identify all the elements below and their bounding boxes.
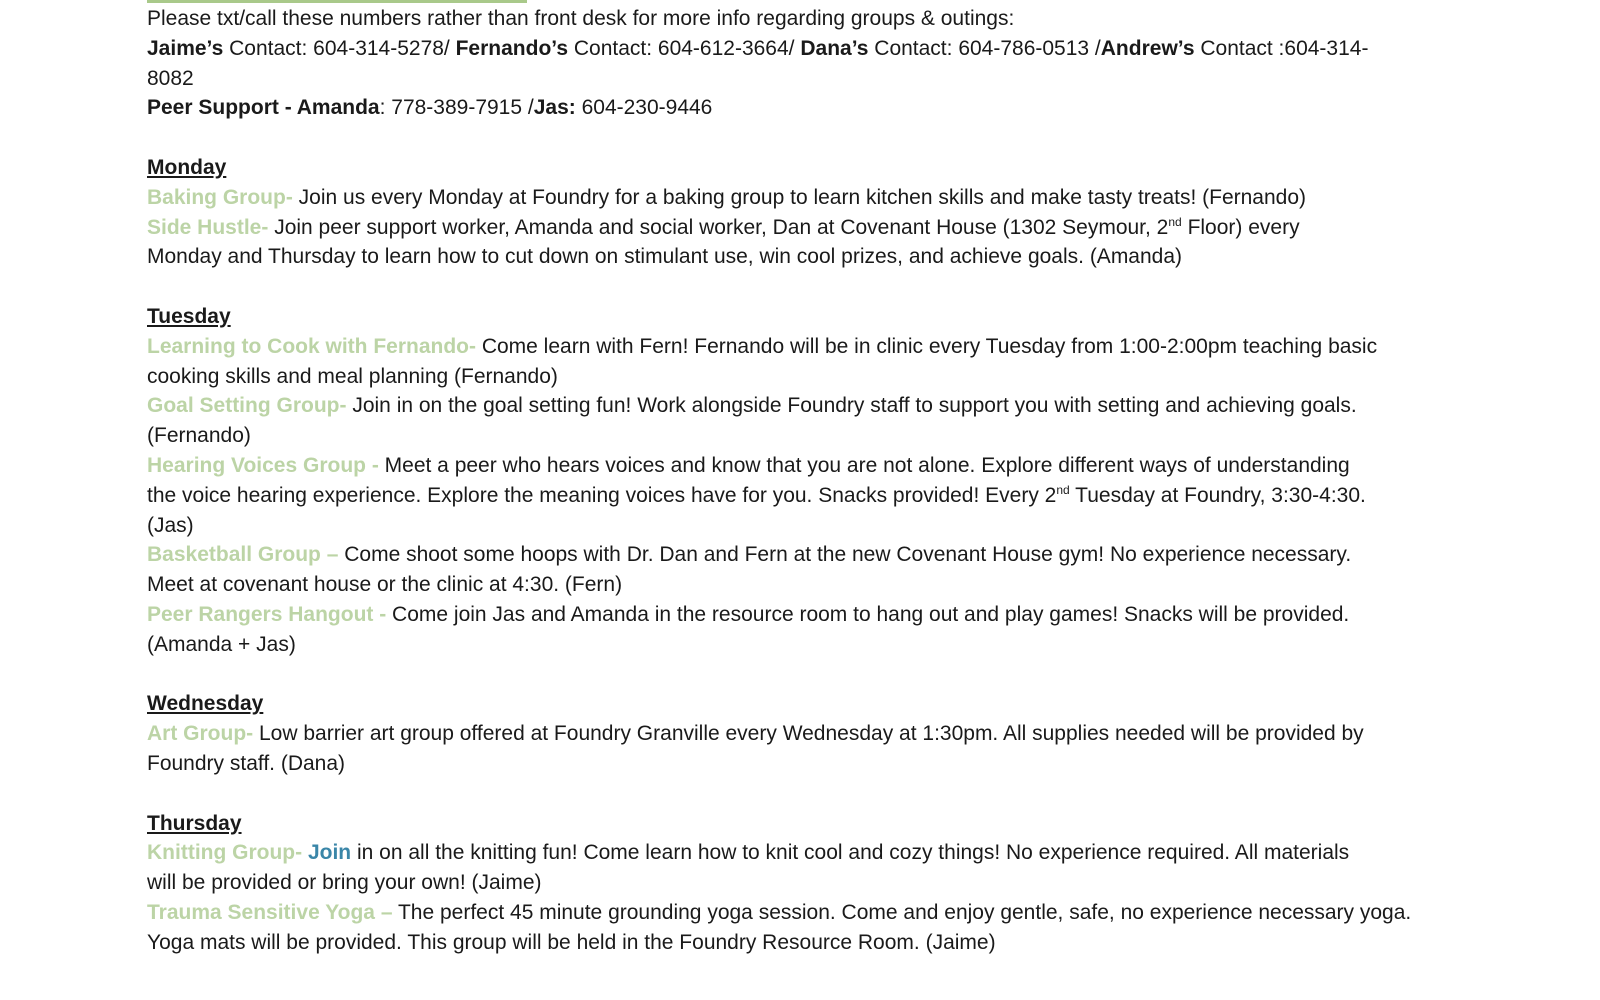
knitting-group-description: in on all the knitting fun! Come learn how to knit cool and cozy things! No experience required. All materials bbox=[351, 841, 1350, 865]
cooking-group-description-line2: cooking skills and meal planning (Fernando) bbox=[147, 364, 558, 388]
peer-support-number: : 778-389-7915 / bbox=[379, 96, 534, 120]
intro-text: Please txt/call these numbers rather than front desk for more info regarding groups & outings: bbox=[147, 7, 1015, 30]
hearing-voices-description-line2 bbox=[147, 481, 1487, 511]
art-group-description: Low barrier art group offered at Foundry Granville every Wednesday at 1:30pm. All supplies needed will be provided by bbox=[253, 722, 1364, 746]
goal-setting-title: Goal Setting Group- bbox=[147, 394, 347, 418]
yoga-item bbox=[147, 898, 1487, 928]
hearing-voices-title: Hearing Voices Group - bbox=[147, 453, 379, 477]
art-group-title: Art Group- bbox=[147, 722, 254, 746]
fernando-contact-name: Fernando’s bbox=[455, 36, 569, 60]
document-body bbox=[147, 4, 1487, 958]
peer-rangers-item bbox=[147, 600, 1487, 630]
side-hustle-ordinal: nd bbox=[1168, 214, 1182, 229]
knitting-group-title: Knitting Group- bbox=[147, 841, 303, 865]
basketball-group-description: Come shoot some hoops with Dr. Dan and Fern at the new Covenant House gym! No experience necessary. bbox=[338, 543, 1352, 567]
baking-group-item bbox=[147, 183, 1487, 213]
hearing-voices-text-c: Tuesday at Foundry, 3:30-4:30. bbox=[1069, 483, 1366, 507]
hearing-voices-description-line3: (Jas) bbox=[147, 513, 194, 537]
jaime-contact-number: Contact: 604-314-5278/ bbox=[223, 36, 456, 60]
cooking-group-title: Learning to Cook with Fernando- bbox=[147, 334, 476, 358]
yoga-description: The perfect 45 minute grounding yoga session. Come and enjoy gentle, safe, no experience necessary yoga. bbox=[392, 900, 1412, 924]
hearing-voices-text-b: the voice hearing experience. Explore the meaning voices have for you. Snacks provided! Every 2 bbox=[147, 483, 1057, 507]
fernando-contact-number: Contact: 604-612-3664/ bbox=[568, 36, 801, 60]
basketball-group-item bbox=[147, 540, 1487, 570]
header-divider bbox=[147, 0, 527, 3]
peer-rangers-title: Peer Rangers Hangout - bbox=[147, 602, 387, 626]
andrew-contact-name: Andrew’s bbox=[1100, 36, 1195, 60]
baking-group-title: Baking Group- bbox=[147, 185, 293, 209]
peer-support-line bbox=[147, 93, 1487, 123]
cooking-group-description: Come learn with Fern! Fernando will be in clinic every Tuesday from 1:00-2:00pm teaching basic bbox=[476, 334, 1378, 358]
peer-support-label: Peer Support - Amanda bbox=[147, 96, 380, 120]
yoga-title: Trauma Sensitive Yoga – bbox=[147, 900, 393, 924]
staff-contacts-line bbox=[147, 34, 1487, 64]
basketball-group-description-line2: Meet at covenant house or the clinic at 4:30. (Fern) bbox=[147, 573, 623, 597]
side-hustle-description-line2: Monday and Thursday to learn how to cut down on stimulant use, win cool prizes, and achieve goals. (Amanda) bbox=[147, 245, 1183, 269]
side-hustle-title: Side Hustle- bbox=[147, 215, 269, 239]
hearing-voices-description: Meet a peer who hears voices and know that you are not alone. Explore different ways of understanding bbox=[378, 453, 1350, 477]
peer-rangers-description-line2: (Amanda + Jas) bbox=[147, 632, 296, 656]
side-hustle-item bbox=[147, 213, 1487, 243]
side-hustle-description-cont: Floor) every bbox=[1181, 215, 1300, 239]
cooking-group-item bbox=[147, 332, 1487, 362]
knitting-group-description-line2: will be provided or bring your own! (Jaime) bbox=[147, 871, 542, 895]
dana-contact-number: Contact: 604-786-0513 / bbox=[868, 36, 1101, 60]
baking-group-description: Join us every Monday at Foundry for a baking group to learn kitchen skills and make tasty treats! (Fernando) bbox=[292, 185, 1307, 209]
knitting-group-item bbox=[147, 838, 1487, 868]
yoga-description-line2: Yoga mats will be provided. This group will be held in the Foundry Resource Room. (Jaime) bbox=[147, 930, 996, 954]
peer-rangers-description: Come join Jas and Amanda in the resource room to hang out and play games! Snacks will be provided. bbox=[386, 602, 1350, 626]
thursday-heading: Thursday bbox=[147, 811, 242, 835]
jas-contact-number: 604-230-9446 bbox=[575, 96, 713, 120]
goal-setting-item bbox=[147, 391, 1487, 421]
hearing-voices-ordinal: nd bbox=[1056, 482, 1070, 497]
tuesday-heading: Tuesday bbox=[147, 304, 231, 328]
jas-contact-name: Jas: bbox=[533, 96, 576, 120]
side-hustle-description: Join peer support worker, Amanda and social worker, Dan at Covenant House (1302 Seymour, 2 bbox=[268, 215, 1169, 239]
jaime-contact-name: Jaime’s bbox=[147, 36, 224, 60]
art-group-item bbox=[147, 719, 1487, 749]
andrew-contact-number: Contact :604-314- bbox=[1194, 36, 1369, 60]
goal-setting-description: Join in on the goal setting fun! Work alongside Foundry staff to support you with setting and achieving goals. bbox=[346, 394, 1357, 418]
andrew-contact-continued: 8082 bbox=[147, 66, 194, 90]
basketball-group-title: Basketball Group – bbox=[147, 543, 339, 567]
monday-heading: Monday bbox=[147, 155, 227, 179]
art-group-description-line2: Foundry staff. (Dana) bbox=[147, 751, 346, 775]
dana-contact-name: Dana’s bbox=[800, 36, 869, 60]
knitting-join-link[interactable]: Join bbox=[307, 841, 352, 865]
wednesday-heading: Wednesday bbox=[147, 692, 264, 716]
goal-setting-description-line2: (Fernando) bbox=[147, 424, 251, 448]
hearing-voices-item bbox=[147, 451, 1487, 481]
